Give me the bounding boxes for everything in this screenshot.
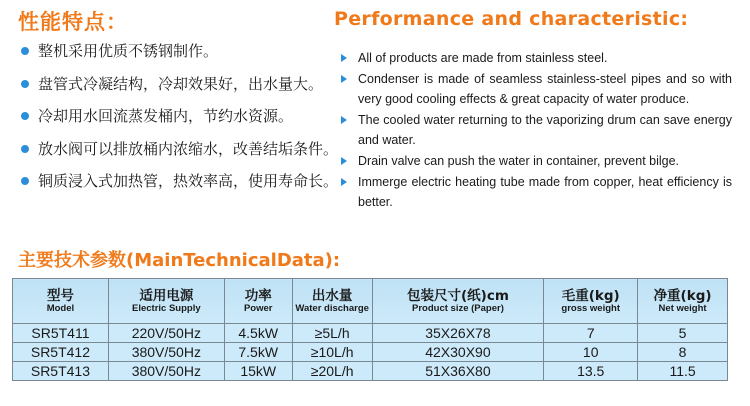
- feature-item-cn: [20, 40, 340, 73]
- bullet-dot-icon: [21, 112, 29, 120]
- header-en-text: gross weight: [561, 303, 620, 314]
- table-row: [13, 343, 728, 362]
- features-list-cn: [20, 40, 340, 203]
- feature-text-en: Drain valve can push the water in container, prevent bilge.: [358, 154, 680, 168]
- cell-gross-weight: 7: [544, 324, 638, 343]
- cell-model: SR5T412: [13, 343, 109, 362]
- cell-power: 4.5kW: [224, 324, 292, 343]
- cell-power: 15kW: [224, 362, 292, 381]
- bullet-dot-icon: [21, 47, 29, 55]
- cell-water-discharge: ≥20L/h: [292, 362, 372, 381]
- header-cn-text: 毛重(kg): [561, 288, 620, 304]
- bullet-triangle-icon: [341, 75, 347, 83]
- header-en-text: Model: [46, 303, 75, 314]
- cell-electric-supply: 380V/50Hz: [108, 343, 224, 362]
- table-row: [13, 362, 728, 381]
- header-water-discharge: [292, 279, 372, 324]
- feature-text-cn: 冷却用水回流蒸发桶内，节约水资源。: [38, 107, 294, 125]
- cell-power: 7.5kW: [224, 343, 292, 362]
- cell-electric-supply: 380V/50Hz: [108, 362, 224, 381]
- table-row: [13, 324, 728, 343]
- feature-item-cn: [20, 138, 340, 171]
- features-title-en-text: Performance and characteristic:: [334, 8, 689, 30]
- spec-title-text: 主要技术参数(MainTechnicalData):: [18, 250, 341, 271]
- header-gross-weight: [544, 279, 638, 324]
- cell-net-weight: 8: [638, 343, 728, 362]
- feature-item-en: [340, 69, 732, 109]
- features-title-cn: [18, 6, 128, 36]
- header-cn-text: 功率: [244, 288, 272, 304]
- cell-water-discharge: ≥5L/h: [292, 324, 372, 343]
- header-en-text: Water discharge: [295, 303, 369, 314]
- header-cn-text: 包装尺寸(纸)cm: [406, 288, 509, 304]
- cell-product-size: 35X26X78: [372, 324, 544, 343]
- feature-item-en: [340, 110, 732, 150]
- feature-text-en: Immerge electric heating tube made from copper, heat efficiency is better.: [358, 175, 732, 209]
- feature-text-cn: 放水阀可以排放桶内浓缩水，改善结垢条件。: [38, 139, 339, 158]
- bullet-triangle-icon: [341, 116, 347, 124]
- feature-item-cn: [20, 73, 340, 106]
- header-en-text: Power: [243, 303, 273, 314]
- spec-title: [18, 246, 340, 272]
- features-list-en: [340, 48, 732, 213]
- features-title-cn-text: 性能特点：: [18, 10, 128, 34]
- cell-net-weight: 11.5: [638, 362, 728, 381]
- bullet-dot-icon: [21, 80, 29, 88]
- header-cn-text: 型号: [46, 288, 74, 304]
- feature-item-en: [340, 48, 732, 68]
- feature-item-cn: [20, 170, 340, 203]
- header-cn-text: 适用电源: [139, 288, 194, 304]
- bullet-triangle-icon: [341, 157, 347, 165]
- cell-product-size: 42X30X90: [372, 343, 544, 362]
- feature-text-cn: 整机采用优质不锈钢制作。: [38, 42, 219, 60]
- feature-text-en: All of products are made from stainless steel.: [358, 51, 608, 65]
- table-header-row: [13, 279, 728, 324]
- header-model: [13, 279, 109, 324]
- feature-item-en: [340, 151, 732, 171]
- feature-text-cn: 盘管式冷凝结构，冷却效果好，出水量大。: [38, 74, 324, 93]
- cell-electric-supply: 220V/50Hz: [108, 324, 224, 343]
- header-net-weight: [638, 279, 728, 324]
- cell-gross-weight: 10: [544, 343, 638, 362]
- feature-text-cn: 铜质浸入式加热管，热效率高，使用寿命长。: [38, 172, 339, 190]
- header-en-text: Electric Supply: [132, 303, 201, 314]
- cell-model: SR5T411: [13, 324, 109, 343]
- header-cn-text: 净重(kg): [653, 288, 712, 304]
- header-product-size: [372, 279, 544, 324]
- bullet-dot-icon: [21, 177, 29, 185]
- header-power: [224, 279, 292, 324]
- spec-table: [12, 278, 728, 381]
- feature-item-en: [340, 172, 732, 212]
- feature-item-cn: [20, 105, 340, 138]
- header-electric-supply: [108, 279, 224, 324]
- bullet-triangle-icon: [341, 54, 347, 62]
- feature-text-en: The cooled water returning to the vaporizing drum can save energy and water.: [358, 113, 732, 147]
- cell-gross-weight: 13.5: [544, 362, 638, 381]
- bullet-dot-icon: [21, 145, 29, 153]
- cell-product-size: 51X36X80: [372, 362, 544, 381]
- feature-text-en: Condenser is made of seamless stainless-steel pipes and so with very good cooling effects & great capacity of water produce.: [358, 72, 732, 106]
- header-cn-text: 出水量: [311, 288, 353, 304]
- cell-water-discharge: ≥10L/h: [292, 343, 372, 362]
- header-en-text: Product size (Paper): [412, 303, 504, 314]
- header-en-text: Net weight: [658, 303, 707, 314]
- cell-net-weight: 5: [638, 324, 728, 343]
- cell-model: SR5T413: [13, 362, 109, 381]
- features-title-en: [334, 8, 688, 30]
- bullet-triangle-icon: [341, 178, 347, 186]
